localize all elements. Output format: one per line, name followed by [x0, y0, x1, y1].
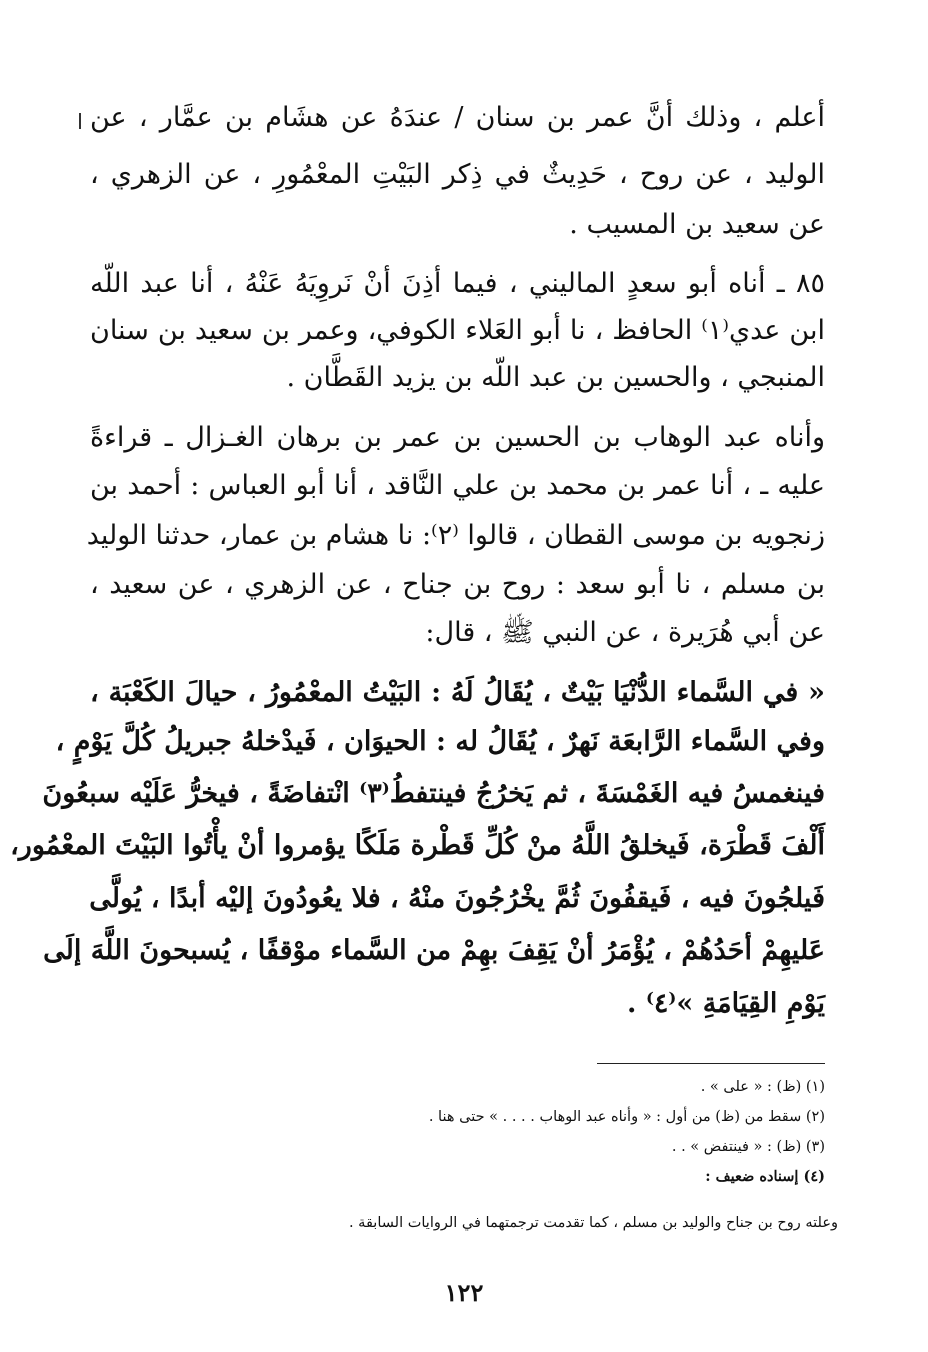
hadith-line: يَوْمِ القِيَامَةِ »⁽٤⁾ .	[627, 988, 825, 1019]
text-line: الوليد ، عن روح ، حَدِيثٌ في ذِكر البَيْتِ المعْمُورِ ، عن الزهري ،	[90, 159, 825, 190]
text-line: بن مسلم ، نا أبو سعد : روح بن جناح ، عن الزهري ، عن سعيد ،	[90, 569, 825, 600]
footnote: وعلته روح بن جناح والوليد بن مسلم ، كما تقدمت ترجمتهما في الروايات السابقة .	[348, 1215, 838, 1231]
text-line: ابن عدي⁽١⁾ الحافظ ، نا أبو العَلاء الكوفي، وعمر بن سعيد بن سنان	[90, 315, 825, 346]
text-line: ٨٥ ـ أناه أبو سعدٍ الماليني ، فيما أذِنَ أنْ نَروِيَهُ عَنْهُ ، أنا عبد اللّه	[90, 268, 825, 299]
text-line: عن سعيد بن المسيب .	[569, 209, 825, 240]
text-line: أعلم ، وذلك أنَّ عمر بن سنان / عندَهُ عن هشَام بن عمَّار ، عن	[90, 102, 825, 133]
footnote: (٣) (ظ) : « فينتفض » . .	[671, 1139, 825, 1155]
text-line: عليه ـ ، أنا عمر بن محمد بن علي النَّاقد ، أنا أبو العباس : أحمد بن	[90, 470, 825, 501]
margin-mark	[79, 113, 85, 129]
hadith-line: فينغمسُ فيه الغَمْسَةَ ، ثم يَخرُجُ فينتفطُ⁽٣⁾ انْتفاضَةً ، فيخرُّ عَلَيْه سبعُونَ	[42, 778, 825, 809]
text-line: وأناه عبد الوهاب بن الحسين بن عمر بن برهان الغـزال ـ قراءةً	[90, 422, 825, 453]
text-line: زنجويه بن موسى القطان ، قالوا ⁽٢⁾: نا هشام بن عمار، حدثنا الوليد	[86, 520, 825, 551]
footnote-divider	[597, 1063, 825, 1064]
text-line: عن أبي هُرَيرة ، عن النبي ﷺ ، قال:	[425, 617, 825, 648]
page-number: ١٢٢	[444, 1278, 484, 1307]
footnote: (٤) إسناده ضعيف :	[705, 1168, 825, 1185]
hadith-line: عَليهِمْ أحَدُهُمْ ، يُؤْمَرُ أنْ يَقِفَ بهِمْ من السَّماء موْقفًا ، يُسبحونَ اللَّهَ إلَى	[43, 935, 825, 966]
hadith-line: « في السَّماء الدُّنْيَا بَيْتٌ ، يُقَالُ لَهُ : البَيْتُ المعْمُورُ ، حيالَ الكَعْبَة ،	[90, 677, 825, 708]
footnote: (١) (ظ) : « على » .	[700, 1079, 825, 1095]
footnote: (٢) سقط من (ظ) من أول : « وأناه عبد الوهاب . . . . » حتى هنا .	[428, 1109, 825, 1125]
hadith-line: وفي السَّماء الرَّابعَة نَهرٌ ، يُقَالُ له : الحيوَان ، فَيدْخلهُ جبريلُ كُلَّ يَوْمٍ ،	[55, 726, 825, 757]
text-line: المنبجي ، والحسين بن عبد اللّه بن يزيد القَطَّان .	[286, 362, 825, 393]
hadith-line: أَلْفَ قَطْرَة، فَيخلقُ اللَّهُ منْ كُلِّ قَطْرة مَلَكًا يؤمروا أنْ يأْتُوا البَيْتَ المعْمُور،	[10, 830, 825, 861]
hadith-line: فَيلجُونَ فيه ، فَيقفُونَ ثُمَّ يخْرُجُونَ منْهُ ، فلا يعُودُونَ إليْه أبدًا ، يُولَّى	[89, 883, 825, 914]
